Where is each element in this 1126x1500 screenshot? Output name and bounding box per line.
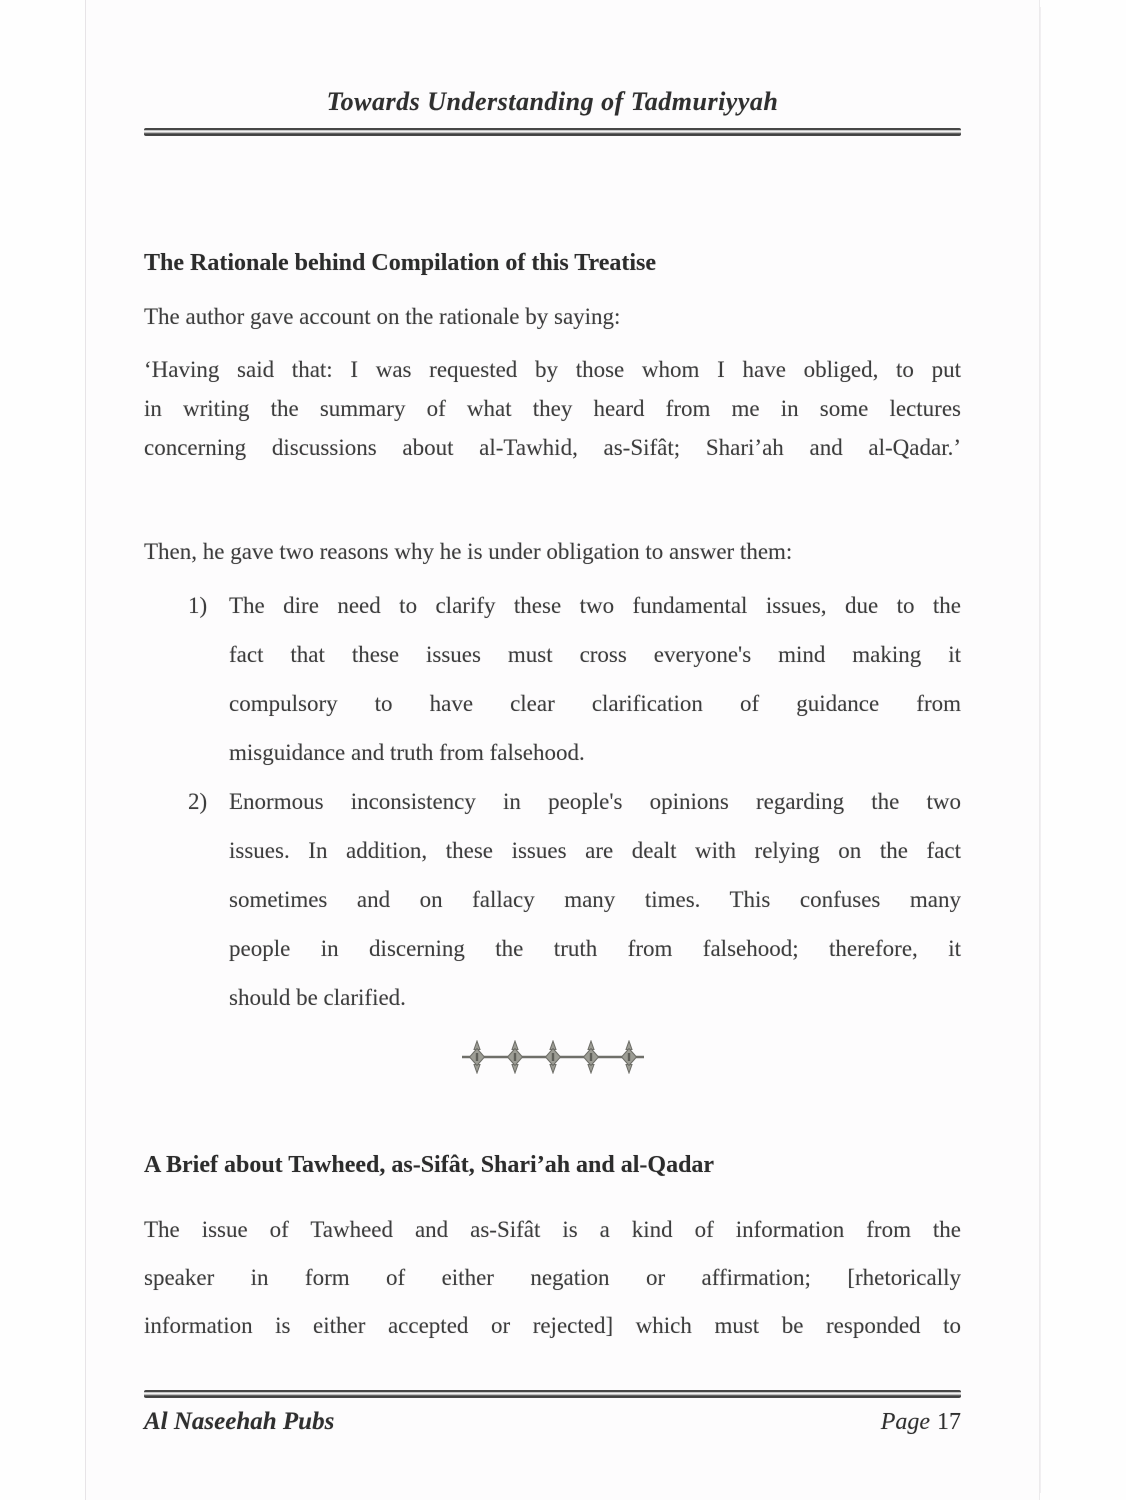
list-item-line: Enormous inconsistency in people's opinions regarding the two <box>229 789 961 814</box>
numbered-list-item-2 <box>144 777 961 1022</box>
publisher-name: Al Naseehah Pubs <box>144 1408 335 1435</box>
quote-line: concerning discussions about al-Tawhid, as-Sifât; Shari’ah and al-Qadar.’ <box>144 435 961 460</box>
list-item-line: compulsory to have clear clarification of guidance from <box>229 691 961 716</box>
author-quote-paragraph <box>144 350 961 467</box>
diamond-ornament-icon <box>458 1040 648 1074</box>
page-number-value: 17 <box>937 1409 961 1435</box>
page-footer <box>144 1390 961 1436</box>
reasons-intro: Then, he gave two reasons why he is under obligation to answer them: <box>144 539 793 564</box>
quote-line: ‘Having said that: I was requested by those whom I have obliged, to put <box>144 357 961 382</box>
list-item-line: misguidance and truth from falsehood. <box>229 740 585 765</box>
list-item-line: fact that these issues must cross everyone's mind making it <box>229 642 961 667</box>
page-number <box>881 1409 961 1436</box>
list-item-line: sometimes and on fallacy many times. This confuses many <box>229 887 961 912</box>
body-line: The issue of Tawheed and as-Sifât is a kind of information from the <box>144 1217 961 1242</box>
brief-body-paragraph <box>144 1206 961 1350</box>
list-number: 1) <box>188 593 208 618</box>
rationale-intro: The author gave account on the rationale by saying: <box>144 304 621 329</box>
quote-line: in writing the summary of what they heard from me in some lectures <box>144 396 961 421</box>
running-header-title: Towards Understanding of Tadmuriyyah <box>326 87 779 116</box>
brief-section-heading: A Brief about Tawheed, as-Sifât, Shari’ah and al-Qadar <box>144 1152 715 1178</box>
book-page <box>85 0 1040 1500</box>
body-line: speaker in form of either negation or affirmation; [rhetorically <box>144 1265 961 1290</box>
list-item-line: people in discerning the truth from falsehood; therefore, it <box>229 936 961 961</box>
numbered-list-item-1 <box>144 581 961 777</box>
list-item-line: The dire need to clarify these two fundamental issues, due to the <box>229 593 961 618</box>
list-item-line: issues. In addition, these issues are dealt with relying on the fact <box>229 838 961 863</box>
header-rule <box>144 128 961 136</box>
list-item-line: should be clarified. <box>229 985 406 1010</box>
body-line: information is either accepted or rejected] which must be responded to <box>144 1313 961 1338</box>
section-divider <box>144 1040 961 1074</box>
page-number-label: Page <box>880 1409 930 1435</box>
footer-rule <box>144 1390 961 1398</box>
rationale-section-heading: The Rationale behind Compilation of this Treatise <box>144 250 657 276</box>
list-number: 2) <box>188 789 208 814</box>
